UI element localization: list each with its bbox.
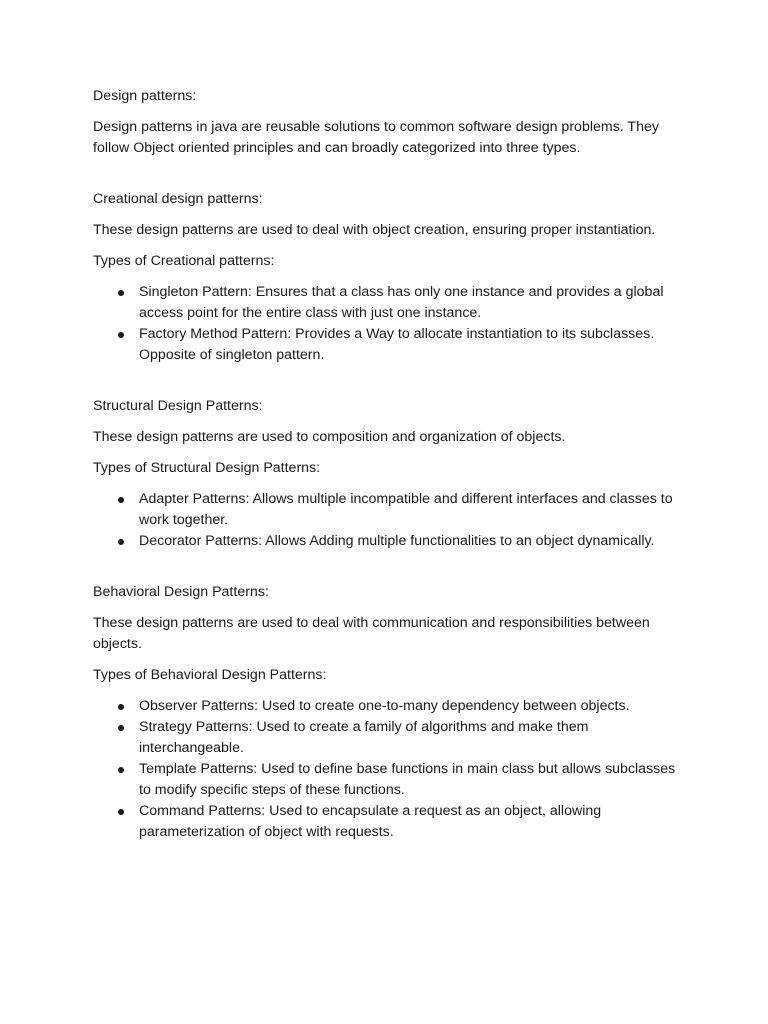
structural-heading: Structural Design Patterns:: [93, 398, 263, 414]
structural-section: [93, 396, 683, 552]
creational-heading: Creational design patterns:: [93, 191, 263, 207]
intro-body: Design patterns in java are reusable solutions to common software design problems. They follow Object oriented principles and can broadly categorized into three types.: [93, 119, 659, 156]
behavioral-section: [93, 582, 683, 843]
list-item: Strategy Patterns: Used to create a family of algorithms and make them interchangeable.: [139, 717, 683, 759]
list-item: Adapter Patterns: Allows multiple incompatible and different interfaces and classes to work together.: [139, 489, 683, 531]
list-item: Factory Method Pattern: Provides a Way to allocate instantiation to its subclasses. Opposite of singleton pattern.: [139, 324, 683, 366]
behavioral-list: [93, 696, 683, 843]
list-item: Decorator Patterns: Allows Adding multiple functionalities to an object dynamically.: [139, 531, 683, 552]
structural-types-label: Types of Structural Design Patterns:: [93, 460, 321, 476]
behavioral-body: These design patterns are used to deal with communication and responsibilities between objects.: [93, 615, 650, 652]
list-item: Command Patterns: Used to encapsulate a request as an object, allowing parameterization of object with requests.: [139, 801, 683, 843]
structural-body: These design patterns are used to composition and organization of objects.: [93, 429, 566, 445]
creational-types-label: Types of Creational patterns:: [93, 253, 275, 269]
creational-body: These design patterns are used to deal with object creation, ensuring proper instantiation.: [93, 222, 656, 238]
document-page: [93, 86, 683, 843]
behavioral-heading: Behavioral Design Patterns:: [93, 584, 269, 600]
behavioral-types-label: Types of Behavioral Design Patterns:: [93, 667, 327, 683]
creational-section: [93, 189, 683, 366]
list-item: Template Patterns: Used to define base functions in main class but allows subclasses to modify specific steps of these functions.: [139, 759, 683, 801]
intro-heading: Design patterns:: [93, 88, 197, 104]
creational-list: [93, 282, 683, 366]
list-item: Observer Patterns: Used to create one-to-many dependency between objects.: [139, 696, 683, 717]
structural-list: [93, 489, 683, 552]
list-item: Singleton Pattern: Ensures that a class has only one instance and provides a global access point for the entire class with just one instance.: [139, 282, 683, 324]
